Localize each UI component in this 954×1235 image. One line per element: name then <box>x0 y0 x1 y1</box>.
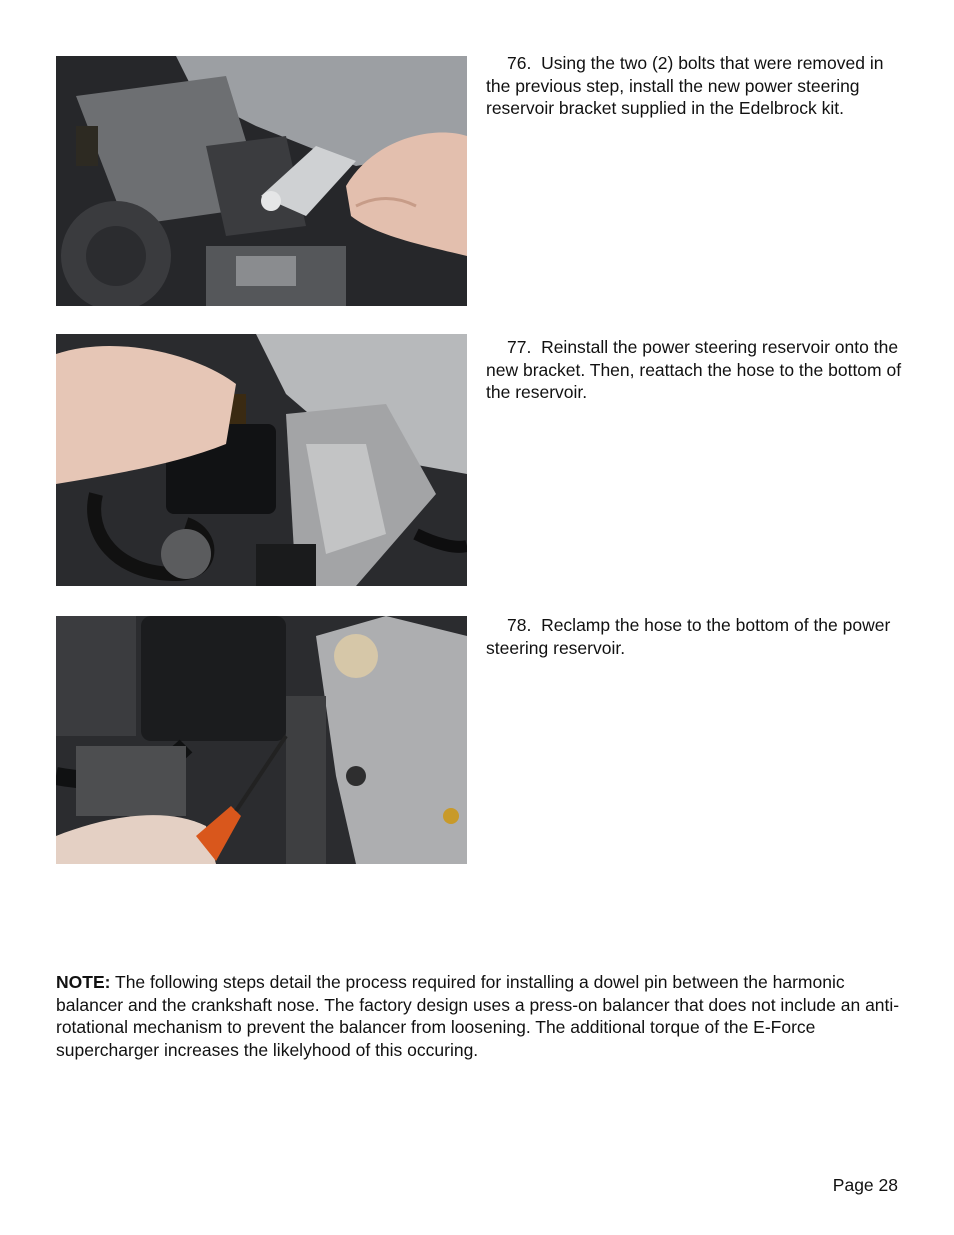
step-76-text <box>486 52 906 120</box>
page-number: Page 28 <box>832 1175 898 1195</box>
note-paragraph <box>56 971 906 1061</box>
note-body: The following steps detail the process required for installing a dowel pin between the harmonic balancer and the crankshaft nose. The factory design uses a press-on balancer that does not include an anti-rotational mechanism to prevent the balancer from loosening. The additional torque of the E-Force supercharger increases the likelyhood of this occuring. <box>56 972 900 1060</box>
step-76-photo <box>56 56 467 306</box>
note-label: NOTE: <box>56 972 111 992</box>
step-78-text <box>486 614 906 659</box>
step-76-body: Using the two (2) bolts that were removed in the previous step, install the new power steering reservoir bracket supplied in the Edelbrock kit. <box>486 53 884 118</box>
step-78-body: Reclamp the hose to the bottom of the power steering reservoir. <box>486 615 891 658</box>
step-77-photo <box>56 334 467 586</box>
step-77-number: 77. <box>507 337 532 357</box>
step-78-number: 78. <box>507 615 532 635</box>
step-78-photo <box>56 616 467 864</box>
step-77-body: Reinstall the power steering reservoir onto the new bracket. Then, reattach the hose to the bottom of the reservoir. <box>486 337 902 402</box>
step-76-number: 76. <box>507 53 532 73</box>
step-77-text <box>486 336 906 404</box>
